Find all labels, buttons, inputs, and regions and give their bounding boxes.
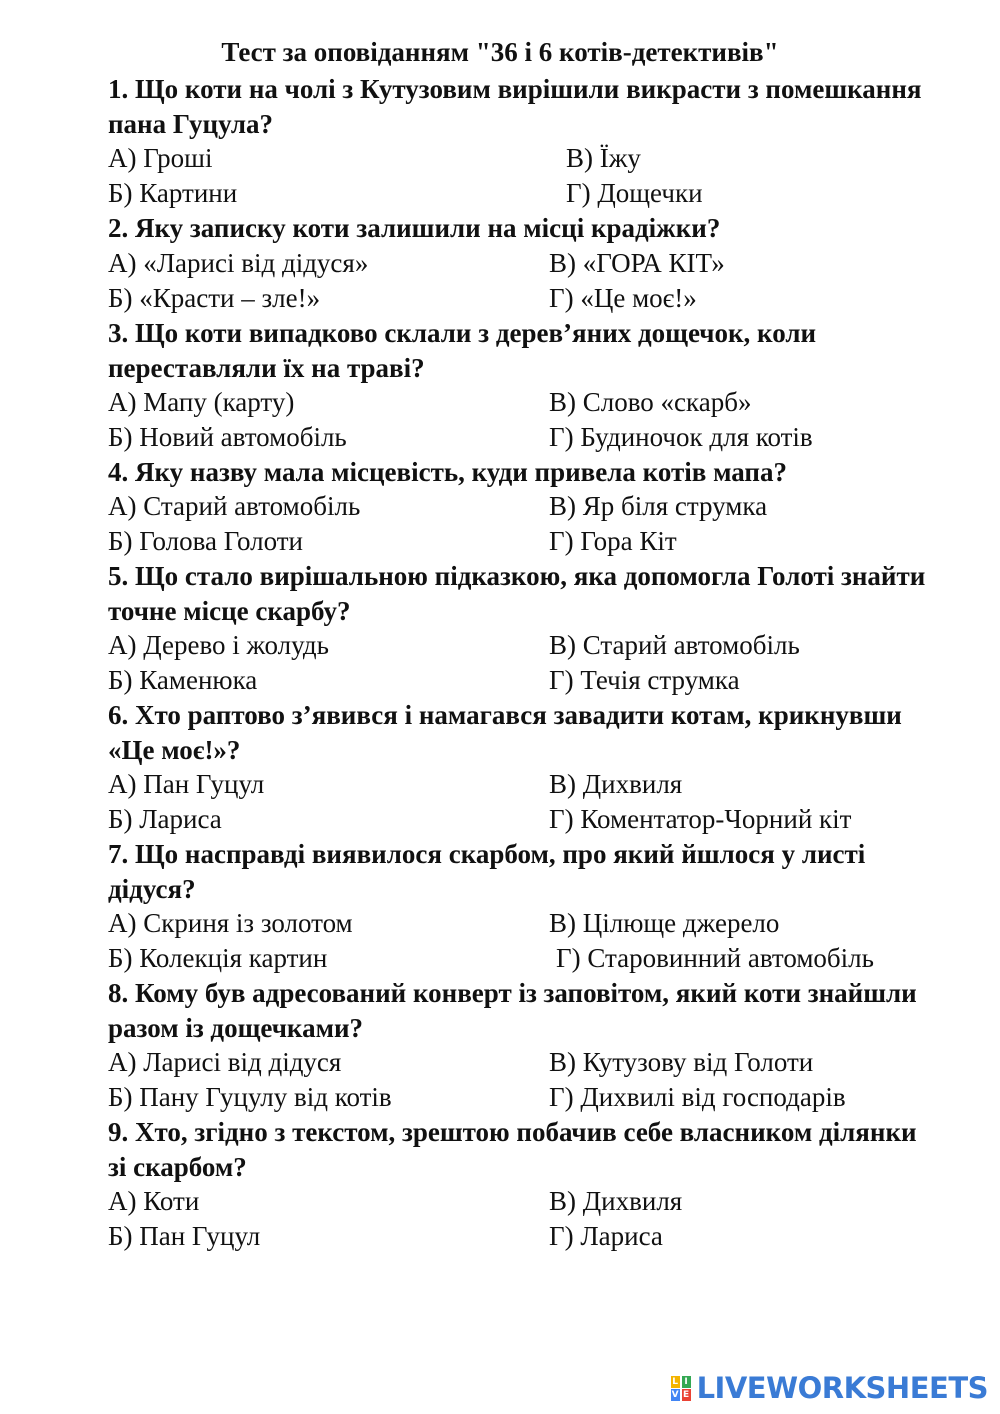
- option-4-b[interactable]: Б) Голова Голоти: [108, 526, 303, 556]
- option-5-b[interactable]: Б) Каменюка: [108, 665, 258, 695]
- option-8-b[interactable]: Б) Пану Гуцулу від котів: [108, 1082, 392, 1112]
- option-5-a[interactable]: А) Дерево і жолудь: [108, 630, 329, 660]
- question-2: 2. Яку записку коти залишили на місці крадіжки?: [108, 213, 721, 243]
- option-8-a[interactable]: А) Ларисі від дідуся: [108, 1047, 342, 1077]
- option-7-a[interactable]: А) Скриня із золотом: [108, 908, 353, 938]
- option-7-b[interactable]: Б) Колекція картин: [108, 943, 328, 973]
- option-8-g[interactable]: Г) Дихвилі від господарів: [549, 1082, 846, 1112]
- option-3-g[interactable]: Г) Будиночок для котів: [549, 422, 813, 452]
- option-2-b[interactable]: Б) «Красти – зле!»: [108, 283, 321, 313]
- question-1: 1. Що коти на чолі з Кутузовим вирішили викрасти з помешкання пана Гуцула?: [108, 74, 922, 139]
- option-2-g[interactable]: Г) «Це моє!»: [549, 283, 697, 313]
- question-3: 3. Що коти випадково склали з дерев’яних дощечок, коли переставляли їх на траві?: [108, 318, 817, 383]
- option-4-a[interactable]: А) Старий автомобіль: [108, 491, 361, 521]
- option-9-a[interactable]: А) Коти: [108, 1186, 200, 1216]
- option-5-g[interactable]: Г) Течія струмка: [549, 665, 740, 695]
- option-5-v[interactable]: В) Старий автомобіль: [549, 630, 800, 660]
- option-6-b[interactable]: Б) Лариса: [108, 804, 222, 834]
- option-6-v[interactable]: В) Дихвиля: [549, 769, 683, 799]
- logo-text: LIVEWORKSHEETS: [696, 1371, 988, 1405]
- option-3-a[interactable]: А) Мапу (карту): [108, 387, 295, 417]
- option-1-a[interactable]: А) Гроші: [108, 143, 213, 173]
- option-8-v[interactable]: В) Кутузову від Голоти: [549, 1047, 814, 1077]
- option-4-g[interactable]: Г) Гора Кіт: [549, 526, 677, 556]
- option-2-a[interactable]: А) «Ларисі від дідуся»: [108, 248, 369, 278]
- question-8: 8. Кому був адресований конверт із заповітом, який коти знайшли разом із дощечками?: [108, 978, 917, 1043]
- option-3-v[interactable]: В) Слово «скарб»: [549, 387, 752, 417]
- option-4-v[interactable]: В) Яр біля струмка: [549, 491, 768, 521]
- page-title: Тест за оповіданням "36 і 6 котів-детективів": [221, 37, 779, 67]
- option-7-g[interactable]: Г) Старовинний автомобіль: [556, 943, 874, 973]
- question-4: 4. Яку назву мала місцевість, куди привела котів мапа?: [108, 457, 787, 487]
- option-7-v[interactable]: В) Цілюще джерело: [549, 908, 780, 938]
- option-2-v[interactable]: В) «ГОРА КІТ»: [549, 248, 725, 278]
- question-9: 9. Хто, згідно з текстом, зрештою побачив себе власником ділянки зі скарбом?: [108, 1117, 917, 1182]
- option-9-b[interactable]: Б) Пан Гуцул: [108, 1221, 261, 1251]
- option-6-a[interactable]: А) Пан Гуцул: [108, 769, 265, 799]
- liveworksheets-logo: [671, 1368, 988, 1408]
- option-6-g[interactable]: Г) Коментатор-Чорний кіт: [549, 804, 852, 834]
- option-9-g[interactable]: Г) Лариса: [549, 1221, 663, 1251]
- option-1-g[interactable]: Г) Дощечки: [566, 178, 703, 208]
- question-7: 7. Що насправді виявилося скарбом, про який йшлося у листі дідуся?: [108, 839, 866, 904]
- question-5: 5. Що стало вирішальною підказкою, яка допомогла Голоті знайти точне місце скарбу?: [108, 561, 926, 626]
- liveworksheets-mark-icon: L I V E: [671, 1377, 690, 1400]
- option-1-b[interactable]: Б) Картини: [108, 178, 238, 208]
- question-6: 6. Хто раптово з’явився і намагався завадити котам, крикнувши «Це моє!»?: [108, 700, 902, 765]
- option-9-v[interactable]: В) Дихвиля: [549, 1186, 683, 1216]
- option-3-b[interactable]: Б) Новий автомобіль: [108, 422, 347, 452]
- option-1-v[interactable]: В) Їжу: [566, 143, 641, 173]
